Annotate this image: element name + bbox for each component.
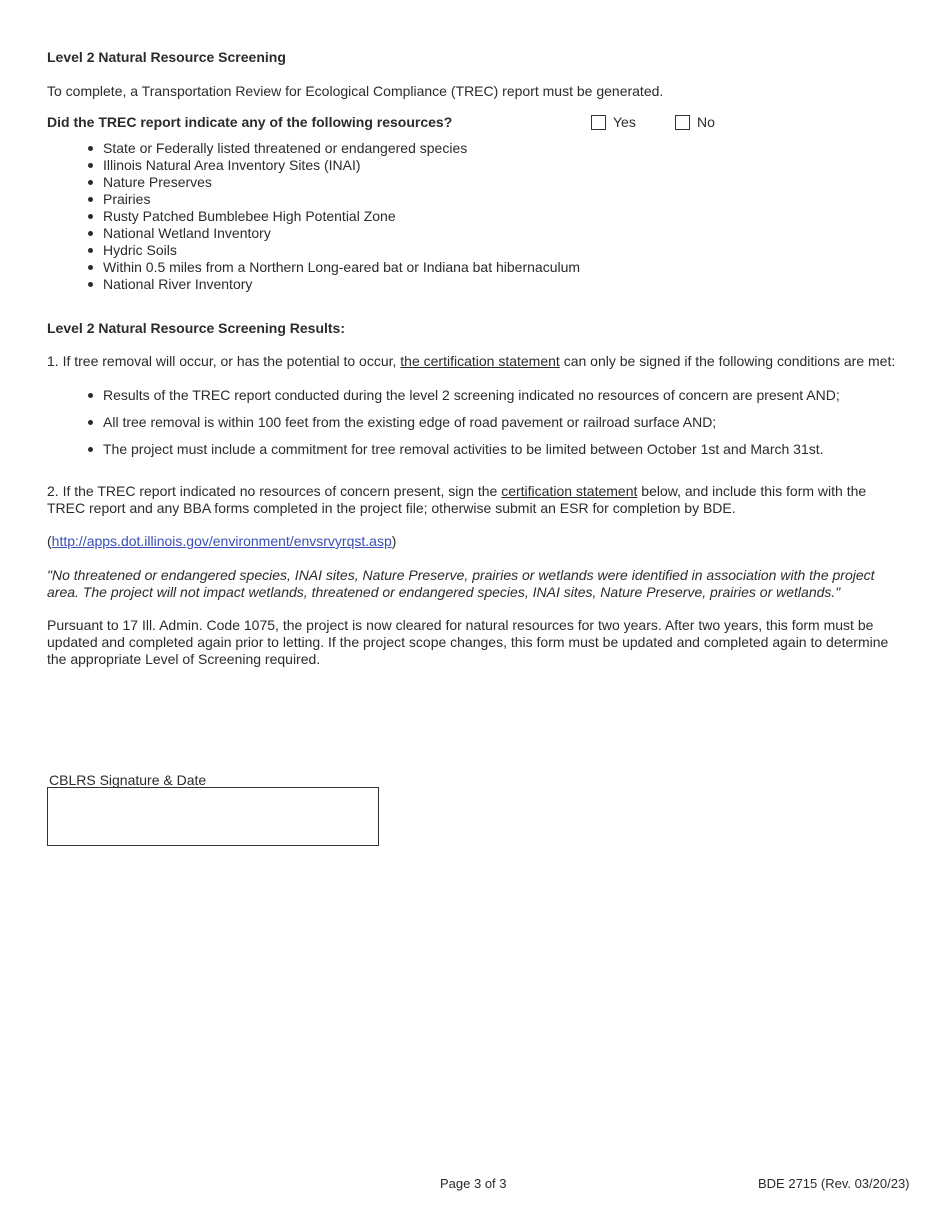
list-item: Results of the TREC report conducted during the level 2 screening indicated no resources of concern are present AND; (47, 387, 840, 404)
item2-prefix: 2. If the TREC report indicated no resources of concern present, sign the (47, 483, 502, 499)
list-item: All tree removal is within 100 feet from the existing edge of road pavement or railroad surface AND; (47, 414, 840, 431)
certification-statement-ref: certification statement (501, 483, 638, 499)
results-heading: Level 2 Natural Resource Screening Results: (47, 320, 345, 336)
paren-close: ) (391, 533, 397, 549)
list-item: Illinois Natural Area Inventory Sites (INAI) (47, 157, 580, 174)
results-item-1 (47, 353, 927, 370)
pursuant-text: Pursuant to 17 Ill. Admin. Code 1075, the project is now cleared for natural resources for two years. After two years, this form must be updated and completed again prior to letting. If the project scope changes, this form must be updated and completed again to determine the appropriate Level of Screening required. (47, 617, 889, 667)
form-id: BDE 2715 (Rev. 03/20/23) (758, 1176, 910, 1191)
item1-suffix: can only be signed if the following conditions are met: (559, 353, 896, 369)
list-item: Hydric Soils (47, 242, 580, 259)
yes-label: Yes (613, 114, 636, 130)
list-item: National River Inventory (47, 276, 580, 293)
paren-open: ( (47, 533, 52, 549)
signature-label: CBLRS Signature & Date (49, 772, 207, 788)
list-item: Nature Preserves (47, 174, 580, 191)
section-heading: Level 2 Natural Resource Screening (47, 49, 286, 65)
list-item: Rusty Patched Bumblebee High Potential Zone (47, 208, 580, 225)
resource-list (47, 140, 580, 293)
list-item: The project must include a commitment for tree removal activities to be limited between October 1st and March 31st. (47, 441, 840, 458)
no-checkbox[interactable] (675, 115, 690, 130)
certification-statement-ref: the certification statement (400, 353, 560, 369)
signature-date-field[interactable] (47, 787, 379, 846)
item2-suffix: below, and include this form with the TREC report and any BBA forms completed in the project file; otherwise submit an ESR for completion by BDE. (47, 483, 867, 516)
results-item-2 (47, 483, 877, 517)
trec-question: Did the TREC report indicate any of the following resources? (47, 114, 453, 130)
item1-prefix: 1. If tree removal will occur, or has the potential to occur, (47, 353, 401, 369)
yes-checkbox[interactable] (591, 115, 606, 130)
list-item: Prairies (47, 191, 580, 208)
url-line (47, 533, 396, 549)
certification-quote: "No threatened or endangered species, INAI sites, Nature Preserve, prairies or wetlands were identified in association with the project area. The project will not impact wetlands, threatened or endangered species, INAI sites, Nature Preserve, prairies or wetlands." (47, 567, 875, 600)
no-label: No (697, 114, 715, 130)
page-number: Page 3 of 3 (440, 1176, 507, 1191)
list-item: National Wetland Inventory (47, 225, 580, 242)
condition-list (47, 387, 840, 468)
intro-text: To complete, a Transportation Review for Ecological Compliance (TREC) report must be generated. (47, 83, 664, 99)
list-item: State or Federally listed threatened or endangered species (47, 140, 580, 157)
environment-survey-link[interactable]: http://apps.dot.illinois.gov/environment/envsrvyrqst.asp (51, 533, 392, 549)
list-item: Within 0.5 miles from a Northern Long-eared bat or Indiana bat hibernaculum (47, 259, 580, 276)
